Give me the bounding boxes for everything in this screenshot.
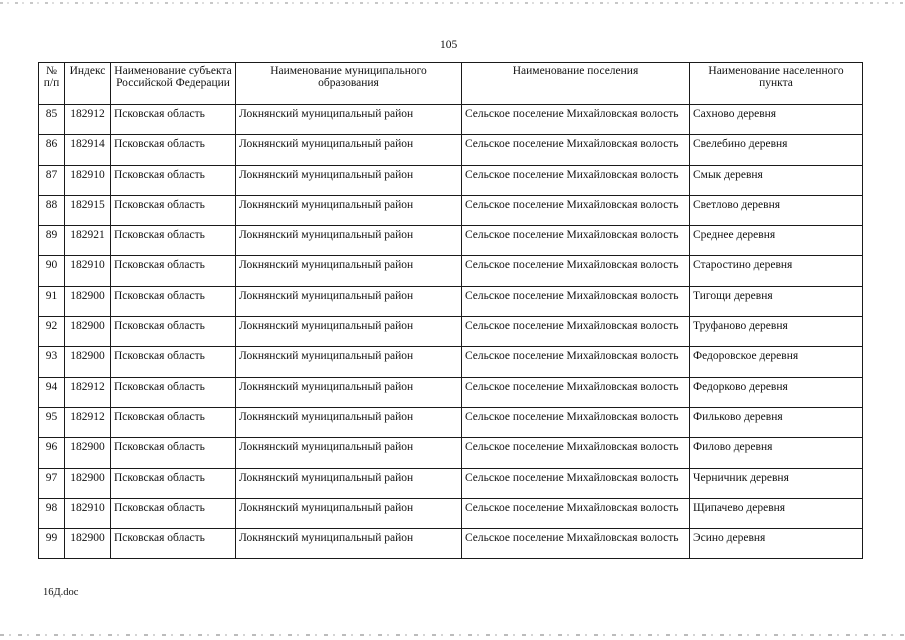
cell-locality: Эсино деревня xyxy=(690,529,863,559)
cell-settlement: Сельское поселение Михайловская волость xyxy=(462,256,690,286)
cell-num: 97 xyxy=(39,468,65,498)
cell-index: 182915 xyxy=(65,195,111,225)
footer-filename: 16Д.doc xyxy=(43,587,79,598)
table-row xyxy=(39,438,863,468)
cell-settlement: Сельское поселение Михайловская волость xyxy=(462,377,690,407)
table-row xyxy=(39,195,863,225)
cell-index: 182921 xyxy=(65,226,111,256)
cell-locality: Среднее деревня xyxy=(690,226,863,256)
cell-municipality: Локнянский муниципальный район xyxy=(236,347,462,377)
cell-locality: Федоровское деревня xyxy=(690,347,863,377)
cell-municipality: Локнянский муниципальный район xyxy=(236,377,462,407)
cell-municipality: Локнянский муниципальный район xyxy=(236,317,462,347)
cell-num: 98 xyxy=(39,498,65,528)
cell-index: 182910 xyxy=(65,165,111,195)
table-row xyxy=(39,498,863,528)
cell-locality: Сахново деревня xyxy=(690,105,863,135)
header-region: Наименование субъекта Российской Федерации xyxy=(111,63,236,105)
cell-settlement: Сельское поселение Михайловская волость xyxy=(462,286,690,316)
table-row xyxy=(39,256,863,286)
table-row xyxy=(39,135,863,165)
cell-municipality: Локнянский муниципальный район xyxy=(236,438,462,468)
table-row xyxy=(39,286,863,316)
cell-municipality: Локнянский муниципальный район xyxy=(236,529,462,559)
cell-locality: Черничник деревня xyxy=(690,468,863,498)
cell-settlement: Сельское поселение Михайловская волость xyxy=(462,165,690,195)
cell-num: 95 xyxy=(39,407,65,437)
cell-municipality: Локнянский муниципальный район xyxy=(236,407,462,437)
table-row xyxy=(39,377,863,407)
cell-num: 92 xyxy=(39,317,65,347)
scan-edge-bottom xyxy=(0,634,905,636)
cell-index: 182900 xyxy=(65,468,111,498)
cell-municipality: Локнянский муниципальный район xyxy=(236,256,462,286)
cell-locality: Фильково деревня xyxy=(690,407,863,437)
cell-settlement: Сельское поселение Михайловская волость xyxy=(462,195,690,225)
cell-num: 96 xyxy=(39,438,65,468)
cell-index: 182900 xyxy=(65,347,111,377)
cell-region: Псковская область xyxy=(111,498,236,528)
cell-locality: Филово деревня xyxy=(690,438,863,468)
cell-region: Псковская область xyxy=(111,286,236,316)
header-num: № п/п xyxy=(39,63,65,105)
cell-locality: Свелебино деревня xyxy=(690,135,863,165)
localities-table xyxy=(38,62,863,559)
cell-locality: Светлово деревня xyxy=(690,195,863,225)
cell-index: 182900 xyxy=(65,529,111,559)
cell-num: 94 xyxy=(39,377,65,407)
cell-settlement: Сельское поселение Михайловская волость xyxy=(462,407,690,437)
cell-region: Псковская область xyxy=(111,468,236,498)
cell-region: Псковская область xyxy=(111,407,236,437)
cell-municipality: Локнянский муниципальный район xyxy=(236,468,462,498)
cell-locality: Смык деревня xyxy=(690,165,863,195)
cell-region: Псковская область xyxy=(111,317,236,347)
cell-settlement: Сельское поселение Михайловская волость xyxy=(462,317,690,347)
cell-municipality: Локнянский муниципальный район xyxy=(236,195,462,225)
cell-index: 182912 xyxy=(65,105,111,135)
page-number: 105 xyxy=(440,39,458,51)
cell-index: 182900 xyxy=(65,286,111,316)
cell-municipality: Локнянский муниципальный район xyxy=(236,105,462,135)
cell-region: Псковская область xyxy=(111,256,236,286)
cell-municipality: Локнянский муниципальный район xyxy=(236,286,462,316)
cell-region: Псковская область xyxy=(111,195,236,225)
cell-index: 182912 xyxy=(65,377,111,407)
cell-municipality: Локнянский муниципальный район xyxy=(236,498,462,528)
cell-region: Псковская область xyxy=(111,529,236,559)
cell-settlement: Сельское поселение Михайловская волость xyxy=(462,226,690,256)
cell-region: Псковская область xyxy=(111,377,236,407)
cell-locality: Старостино деревня xyxy=(690,256,863,286)
table-body xyxy=(39,105,863,559)
cell-region: Псковская область xyxy=(111,226,236,256)
table-row xyxy=(39,529,863,559)
cell-settlement: Сельское поселение Михайловская волость xyxy=(462,438,690,468)
header-locality: Наименование населенного пункта xyxy=(690,63,863,105)
cell-settlement: Сельское поселение Михайловская волость xyxy=(462,105,690,135)
table-row xyxy=(39,165,863,195)
cell-municipality: Локнянский муниципальный район xyxy=(236,226,462,256)
cell-index: 182900 xyxy=(65,317,111,347)
table-header-row xyxy=(39,63,863,105)
cell-num: 85 xyxy=(39,105,65,135)
header-municipality: Наименование муниципального образования xyxy=(236,63,462,105)
header-settlement: Наименование поселения xyxy=(462,63,690,105)
cell-num: 88 xyxy=(39,195,65,225)
cell-settlement: Сельское поселение Михайловская волость xyxy=(462,347,690,377)
cell-region: Псковская область xyxy=(111,165,236,195)
scan-edge-top xyxy=(0,2,905,4)
cell-region: Псковская область xyxy=(111,438,236,468)
cell-num: 90 xyxy=(39,256,65,286)
table-row xyxy=(39,468,863,498)
cell-index: 182912 xyxy=(65,407,111,437)
cell-settlement: Сельское поселение Михайловская волость xyxy=(462,135,690,165)
cell-locality: Щипачево деревня xyxy=(690,498,863,528)
cell-num: 89 xyxy=(39,226,65,256)
cell-index: 182910 xyxy=(65,498,111,528)
table-row xyxy=(39,407,863,437)
cell-settlement: Сельское поселение Михайловская волость xyxy=(462,498,690,528)
cell-num: 86 xyxy=(39,135,65,165)
cell-locality: Тигощи деревня xyxy=(690,286,863,316)
cell-settlement: Сельское поселение Михайловская волость xyxy=(462,529,690,559)
cell-region: Псковская область xyxy=(111,105,236,135)
cell-num: 87 xyxy=(39,165,65,195)
cell-municipality: Локнянский муниципальный район xyxy=(236,135,462,165)
cell-num: 99 xyxy=(39,529,65,559)
cell-locality: Труфаново деревня xyxy=(690,317,863,347)
cell-index: 182900 xyxy=(65,438,111,468)
cell-index: 182914 xyxy=(65,135,111,165)
cell-region: Псковская область xyxy=(111,347,236,377)
table-row xyxy=(39,347,863,377)
cell-region: Псковская область xyxy=(111,135,236,165)
cell-index: 182910 xyxy=(65,256,111,286)
header-index: Индекс xyxy=(65,63,111,105)
table-row xyxy=(39,317,863,347)
cell-locality: Федорково деревня xyxy=(690,377,863,407)
table-row xyxy=(39,105,863,135)
cell-num: 91 xyxy=(39,286,65,316)
table-row xyxy=(39,226,863,256)
cell-municipality: Локнянский муниципальный район xyxy=(236,165,462,195)
cell-num: 93 xyxy=(39,347,65,377)
cell-settlement: Сельское поселение Михайловская волость xyxy=(462,468,690,498)
